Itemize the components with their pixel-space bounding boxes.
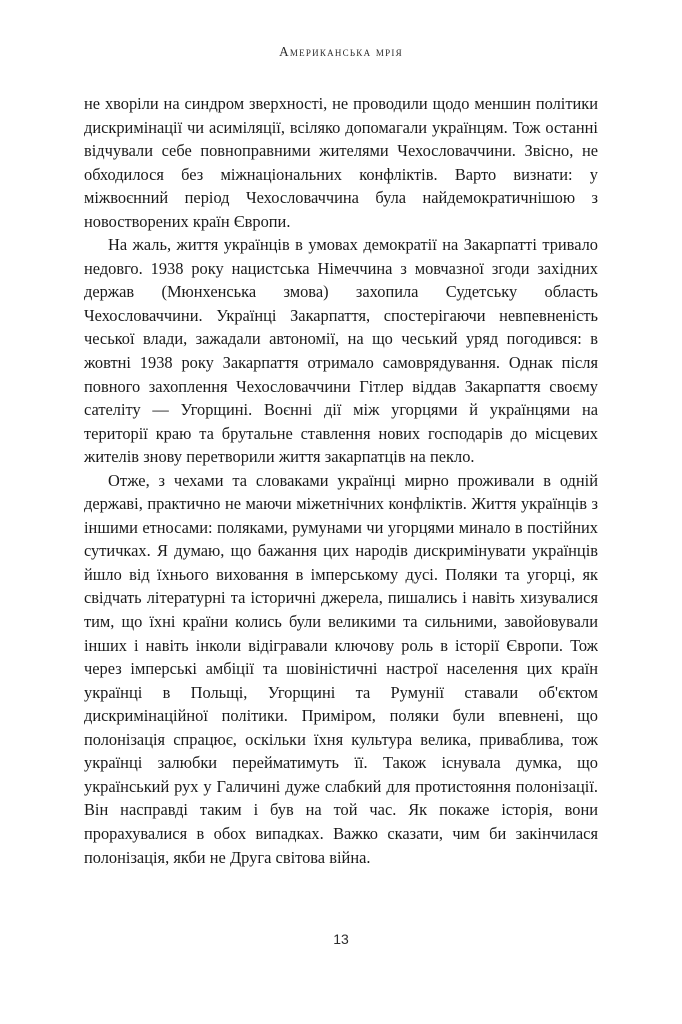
paragraph-2: На жаль, життя українців в умовах демократії на Закарпатті тривало недовго. 1938 року нацистська Німеччина з мовчазної згоди західних держав (Мюнхенська змова) захопила Судетську область Чехословаччини. Українці Закарпаття, спостерігаючи невпевненість чеської влади, зажадали автономії, на що чеський уряд погодився: в жовтні 1938 року Закарпаття отримало самоврядування. Однак після повного захоплення Чехословаччини Гітлер віддав Закарпаття своєму сателіту — Угорщині. Воєнні дії між угорцями й українцями на території краю та брутальне ставлення нових господарів до місцевих жителів знову перетворили життя закарпатців на пекло. — [84, 235, 598, 467]
page-number: 13 — [333, 931, 349, 947]
paragraph-1: не хворіли на синдром зверхності, не проводили щодо меншин політики дискримінації чи асиміляції, всіляко допомагали українцям. Тож останні відчували себе повноправними жителями Чехословаччини. Звісно, не обходилося без міжнаціональних конфліктів. Варто визнати: у міжвоєнний період Чехословаччина була найдемократичнішою з новостворених країн Європи. — [84, 94, 598, 231]
body-text-block — [84, 92, 598, 869]
paragraph-3: Отже, з чехами та словаками українці мирно проживали в одній державі, практично не маючи міжетнічних конфліктів. Життя українців з іншими етносами: поляками, румунами чи угорцями минало в постійних сутичках. Я думаю, що бажання цих народів дискримінувати українців йшло від їхнього виховання в імперському дусі. Поляки та угорці, як свідчать літературні та історичні джерела, пишались і навіть хизувалися тим, що їхні країни колись були великими та сильними, завойовували інших і навіть інколи відігравали ключову роль в історії Європи. Тож через імперські амбіції та шовіністичні настрої населення цих країн українці в Польщі, Угорщині та Румунії ставали об'єктом дискримінаційної політики. Приміром, поляки були впевнені, що полонізація спрацює, оскільки їхня культура велика, приваблива, тож українці залюбки перейматимуть її. Також існувала думка, що український рух у Галичині дуже слабкий для протистояння полонізації. Він насправді таким і був на той час. Як покаже історія, вони прорахувалися в обох випадках. Важко сказати, чим би закінчилася полонізація, якби не Друга світова війна. — [84, 470, 598, 867]
running-header: Американська мрія — [279, 44, 403, 59]
